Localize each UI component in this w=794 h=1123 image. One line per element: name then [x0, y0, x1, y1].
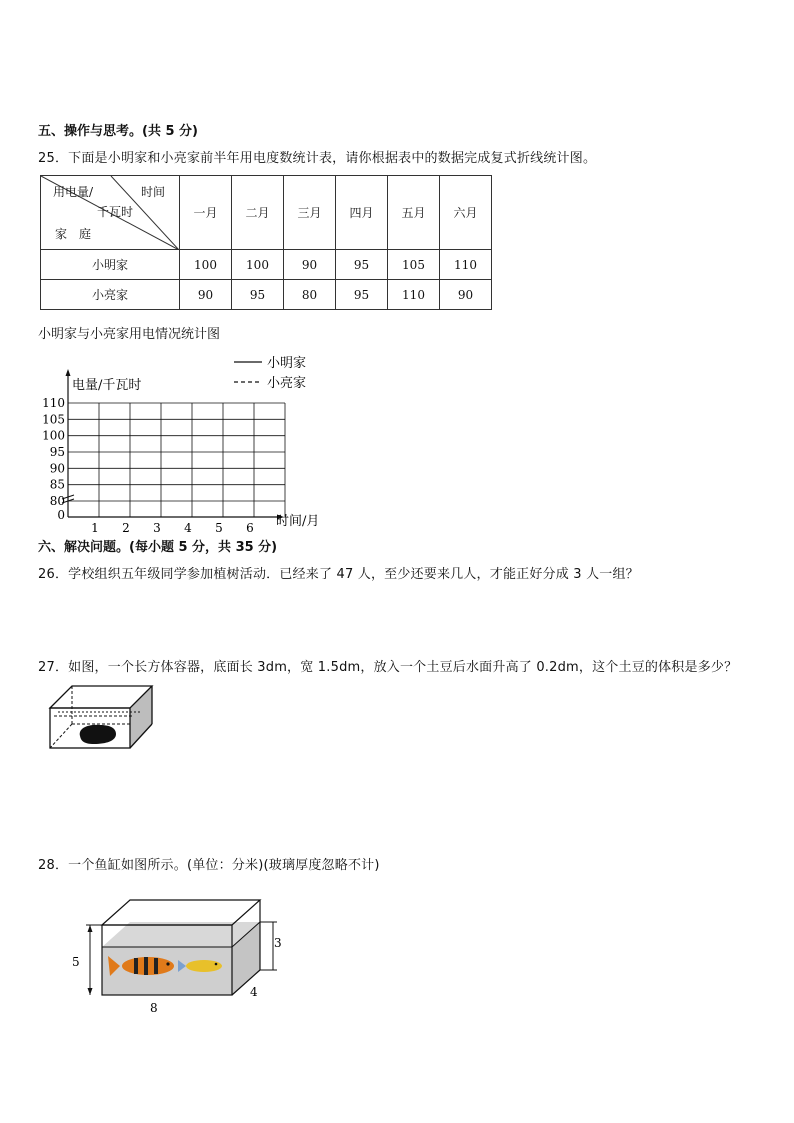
- y-tick-label: 0: [57, 508, 65, 522]
- month-header: 六月: [440, 176, 492, 250]
- usage-line-chart: [40, 345, 360, 535]
- table-row: [41, 280, 492, 310]
- x-tick-label: 6: [246, 521, 254, 535]
- electricity-usage-table: [40, 175, 492, 310]
- value-cell: 95: [336, 280, 388, 310]
- month-header: 五月: [388, 176, 440, 250]
- section-6-title: 六、解决问题。(每小题 5 分，共 35 分): [38, 540, 278, 555]
- x-tick-label: 4: [184, 521, 192, 535]
- water-side-shading: [130, 686, 152, 748]
- value-cell: 110: [440, 250, 492, 280]
- height-label: 5: [72, 955, 80, 969]
- question-28-text: 28．一个鱼缸如图所示。(单位：分米)(玻璃厚度忽略不计): [38, 858, 380, 873]
- value-cell: 110: [388, 280, 440, 310]
- hidden-edge: [50, 724, 72, 748]
- month-header: 三月: [284, 176, 336, 250]
- question-25-text: 25．下面是小明家和小亮家前半年用电度数统计表，请你根据表中的数据完成复式折线统计图。: [38, 151, 597, 166]
- x-tick-labels: [91, 521, 254, 535]
- section-5-title: 五、操作与思考。(共 5 分): [38, 124, 198, 139]
- month-header: 二月: [232, 176, 284, 250]
- value-cell: 105: [388, 250, 440, 280]
- question-27-text: 27．如图，一个长方体容器，底面长 3dm，宽 1.5dm，放入一个土豆后水面升高了 0.2dm，这个土豆的体积是多少？: [38, 660, 738, 675]
- water-height-label: 3: [274, 936, 282, 950]
- corner-label-unit: 千瓦时: [97, 205, 134, 219]
- y-tick-label: 95: [49, 445, 65, 459]
- chart-caption: 小明家与小亮家用电情况统计图: [38, 327, 221, 342]
- x-axis-label: 时间/月: [276, 514, 320, 529]
- y-axis-label: 电量/千瓦时: [72, 378, 142, 393]
- month-header: 四月: [336, 176, 388, 250]
- y-tick-label: 85: [49, 477, 65, 492]
- fish-tank-figure: [68, 898, 298, 1018]
- x-tick-label: 2: [122, 521, 130, 535]
- legend-label-xiaoming: 小明家: [267, 356, 307, 371]
- y-tick-labels: [42, 396, 65, 522]
- family-name-cell: 小明家: [41, 250, 180, 280]
- table-header-corner: [41, 176, 180, 250]
- y-tick-label: 80: [49, 494, 65, 508]
- table-row: [41, 250, 492, 280]
- corner-label-time: 时间: [141, 185, 166, 199]
- chart-legend: [234, 356, 306, 391]
- corner-label-family: 家 庭: [55, 227, 92, 241]
- value-cell: 100: [180, 250, 232, 280]
- family-name-cell: 小亮家: [41, 280, 180, 310]
- value-cell: 90: [440, 280, 492, 310]
- y-tick-label: 110: [42, 396, 65, 410]
- length-label: 8: [150, 1001, 158, 1015]
- legend-label-xiaoliang: 小亮家: [267, 376, 307, 391]
- table-header-row: [41, 176, 492, 250]
- value-cell: 90: [284, 250, 336, 280]
- x-tick-label: 5: [215, 521, 223, 535]
- y-tick-label: 90: [49, 461, 65, 476]
- value-cell: 95: [336, 250, 388, 280]
- y-axis-arrow: [66, 369, 71, 376]
- month-header: 一月: [180, 176, 232, 250]
- container-with-potato-figure: [44, 684, 158, 750]
- x-tick-label: 3: [153, 521, 161, 535]
- potato-icon: [80, 725, 116, 744]
- value-cell: 100: [232, 250, 284, 280]
- value-cell: 95: [232, 280, 284, 310]
- tank-top: [102, 900, 260, 925]
- corner-label-usage: 用电量/: [53, 185, 94, 199]
- chart-grid: [68, 403, 285, 517]
- value-cell: 90: [180, 280, 232, 310]
- y-tick-label: 105: [42, 412, 65, 427]
- value-cell: 80: [284, 280, 336, 310]
- width-label: 4: [250, 985, 258, 999]
- question-26-text: 26．学校组织五年级同学参加植树活动．已经来了 47 人，至少还要来几人，才能正好分成 3 人一组？: [38, 567, 639, 582]
- x-tick-label: 1: [91, 521, 99, 535]
- y-tick-label: 100: [42, 428, 65, 443]
